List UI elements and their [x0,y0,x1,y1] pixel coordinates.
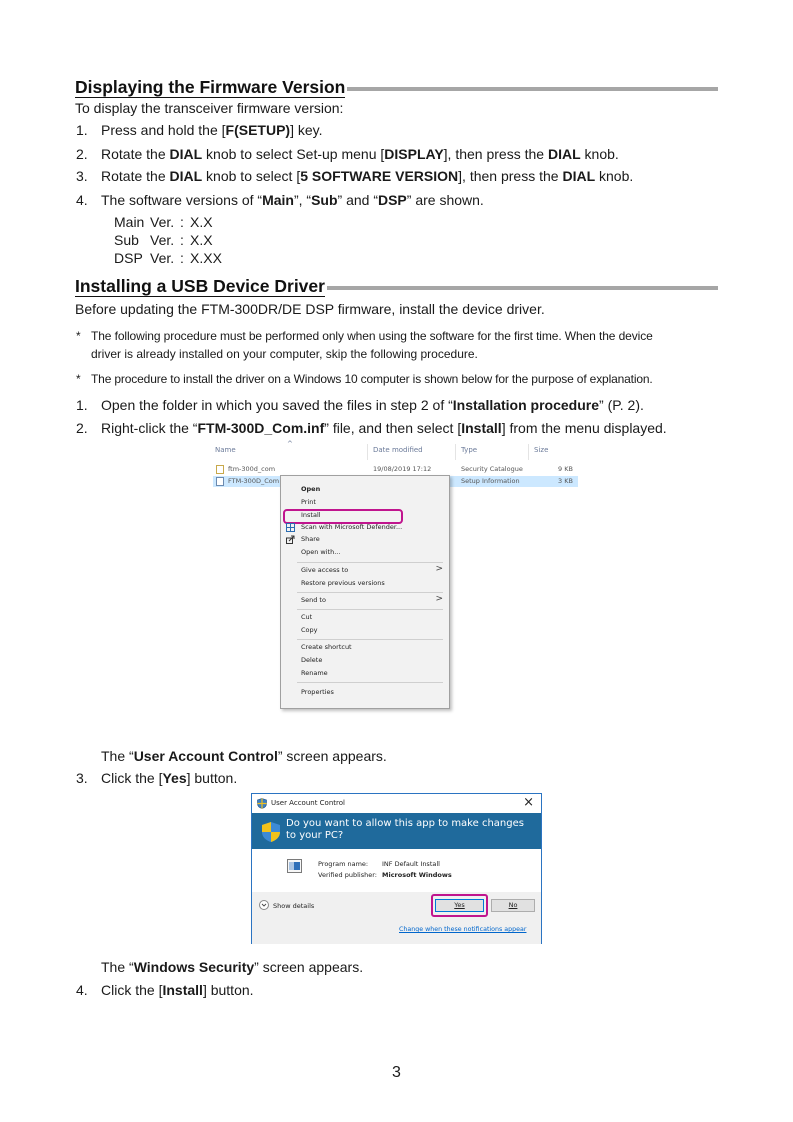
file-row[interactable]: ftm-300d_com 19/08/2019 17:12 Security Catalogue 9 KB [213,464,578,475]
column-type[interactable]: Type [461,446,478,454]
menu-item-scan[interactable]: Scan with Microsoft Defender... [301,523,403,531]
yes-highlight [431,894,488,917]
menu-item-share[interactable]: Share [301,535,320,543]
menu-item-open-with[interactable]: Open with... [301,548,341,556]
page-number: 3 [392,1064,401,1081]
yes-button[interactable]: Yes [435,899,484,912]
sort-indicator-icon: ^ [287,440,293,448]
menu-item-install[interactable]: Install [301,511,321,519]
menu-item-create-shortcut[interactable]: Create shortcut [301,643,352,651]
menu-separator [297,562,443,563]
menu-item-properties[interactable]: Properties [301,688,334,696]
menu-item-delete[interactable]: Delete [301,656,323,664]
change-notifications-link[interactable]: Change when these notifications appear [399,926,527,933]
close-icon[interactable]: × [523,795,534,810]
uac-title: User Account Control [271,799,345,807]
column-separator [455,444,456,460]
firmware-intro: To display the transceiver firmware version: [75,100,344,116]
uac-dialog [251,793,542,944]
uac-appears-text: The “User Account Control” screen appears. [101,748,387,764]
version-main: Main Ver. : X.X [114,214,213,230]
share-icon [286,535,295,544]
uac-shield-icon [261,821,281,843]
heading-text: Installing a USB Device Driver [75,276,325,296]
menu-separator [297,609,443,610]
column-separator [528,444,529,460]
submenu-arrow-icon: > [435,564,443,574]
show-details-link[interactable]: Show details [273,902,315,910]
menu-separator [297,639,443,640]
version-dsp: DSP Ver. : X.XX [114,250,222,266]
usb-intro: Before updating the FTM-300DR/DE DSP firmware, install the device driver. [75,301,545,317]
catalog-file-icon [216,465,224,474]
menu-separator [297,592,443,593]
publisher-label: Verified publisher: [318,871,377,879]
menu-item-print[interactable]: Print [301,498,316,506]
program-icon [287,859,302,873]
install-highlight [283,509,403,524]
column-date-modified[interactable]: Date modified [373,446,423,454]
program-name-label: Program name: [318,860,369,868]
menu-item-cut[interactable]: Cut [301,613,313,621]
explorer-screenshot [210,440,579,709]
column-separator [367,444,368,460]
column-size[interactable]: Size [534,446,549,454]
no-button[interactable]: No [491,899,535,912]
shield-icon [257,798,267,809]
menu-item-rename[interactable]: Rename [301,669,328,677]
defender-icon [286,523,295,532]
menu-item-send-to[interactable]: Send to [301,596,326,604]
publisher-value: Microsoft Windows [382,871,452,879]
section-heading-usb-driver [75,276,718,296]
file-row-selected[interactable]: FTM-300D_Com Setup Information 3 KB [213,476,578,487]
heading-text: Displaying the Firmware Version [75,77,346,97]
column-name[interactable]: Name [215,446,236,454]
menu-item-give-access[interactable]: Give access to [301,566,349,574]
context-menu [280,475,450,709]
program-name-value: INF Default Install [382,860,440,868]
menu-item-restore[interactable]: Restore previous versions [301,579,385,587]
submenu-arrow-icon: > [435,594,443,604]
section-heading-firmware [75,77,718,97]
menu-separator [297,682,443,683]
version-sub: Sub Ver. : X.X [114,232,213,248]
inf-file-icon [216,477,224,486]
menu-item-copy[interactable]: Copy [301,626,318,634]
uac-question: Do you want to allow this app to make changes to your PC? [286,818,524,841]
chevron-down-icon[interactable] [259,900,269,910]
security-appears-text: The “Windows Security” screen appears. [101,959,364,975]
menu-item-open[interactable]: Open [301,485,321,493]
